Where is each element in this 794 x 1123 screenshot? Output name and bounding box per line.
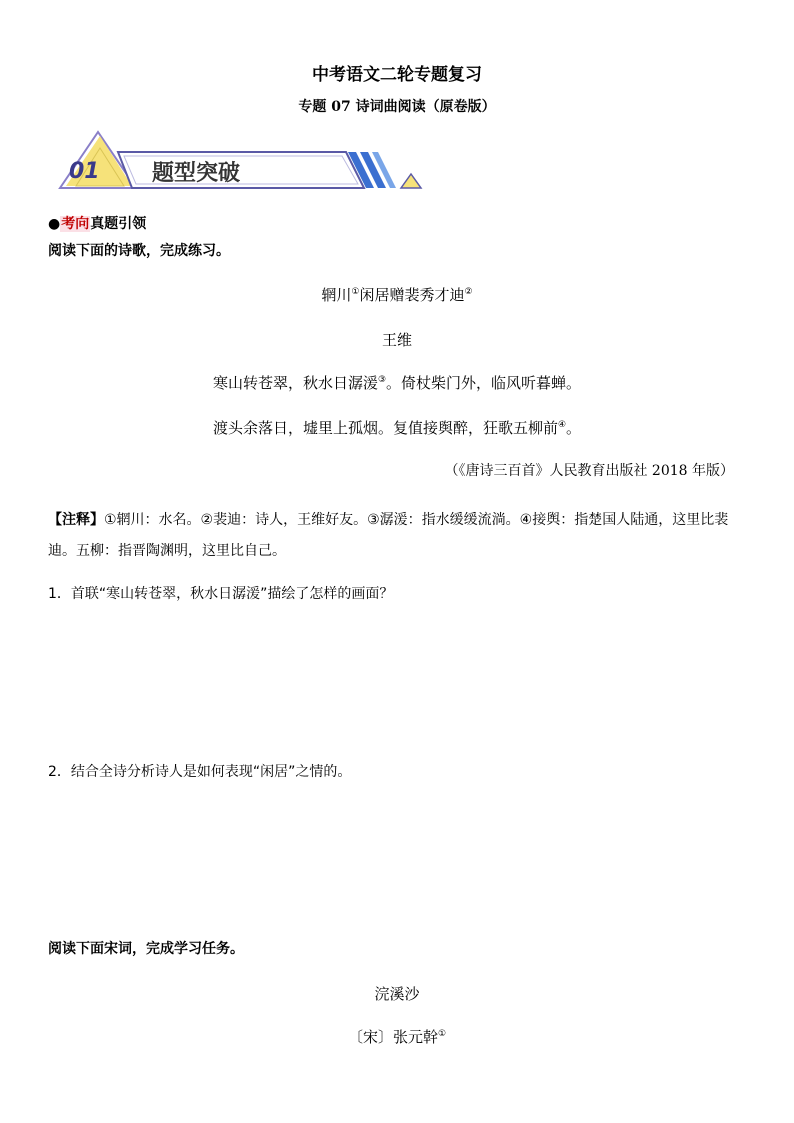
poem2-author: 〔宋〕张元幹① bbox=[347, 1028, 447, 1046]
section-banner bbox=[56, 130, 426, 192]
poem1-author: 王维 bbox=[381, 331, 412, 349]
poem1-line-2: 渡头余落日，墟里上孤烟。复值接舆醉，狂歌五柳前④。 bbox=[212, 419, 582, 437]
poem1-source: （《唐诗三百首》人民教育出版社 2018 年版） bbox=[444, 463, 734, 479]
notes-text: ①辋川：水名。②裴迪：诗人，王维好友。③潺湲：指水缓缓流淌。④接舆：指楚国人陆通，这里比裴迪。五柳：指晋陶渊明，这里比自己。 bbox=[48, 512, 729, 559]
banner-small-triangle bbox=[401, 174, 421, 188]
section-heading bbox=[48, 213, 146, 233]
poem1-instruction: 阅读下面的诗歌，完成练习。 bbox=[48, 243, 230, 259]
poem1-line-1: 寒山转苍翠，秋水日潺湲③。倚杖柴门外，临风听暮蝉。 bbox=[212, 374, 582, 392]
document-title: 中考语文二轮专题复习 bbox=[312, 65, 482, 85]
poem2-title: 浣溪沙 bbox=[374, 985, 420, 1003]
poem1-title: 辋川①闲居赠裴秀才迪② bbox=[321, 286, 473, 304]
section-highlight: 考向 bbox=[61, 216, 90, 232]
section-heading-rest: 真题引领 bbox=[90, 216, 147, 232]
poem1-notes bbox=[48, 505, 748, 567]
banner-label: 题型突破 bbox=[152, 161, 241, 186]
bullet-icon: ● bbox=[48, 216, 61, 232]
question-1: 1．首联“寒山转苍翠，秋水日潺湲”描绘了怎样的画面？ bbox=[48, 586, 394, 602]
document-subtitle: 专题 07 诗词曲阅读（原卷版） bbox=[298, 99, 496, 115]
question-2: 2．结合全诗分析诗人是如何表现“闲居”之情的。 bbox=[48, 764, 352, 780]
banner-number: 01 bbox=[69, 159, 100, 184]
poem2-instruction: 阅读下面宋词，完成学习任务。 bbox=[48, 941, 244, 957]
notes-label: 【注释】 bbox=[48, 512, 104, 528]
